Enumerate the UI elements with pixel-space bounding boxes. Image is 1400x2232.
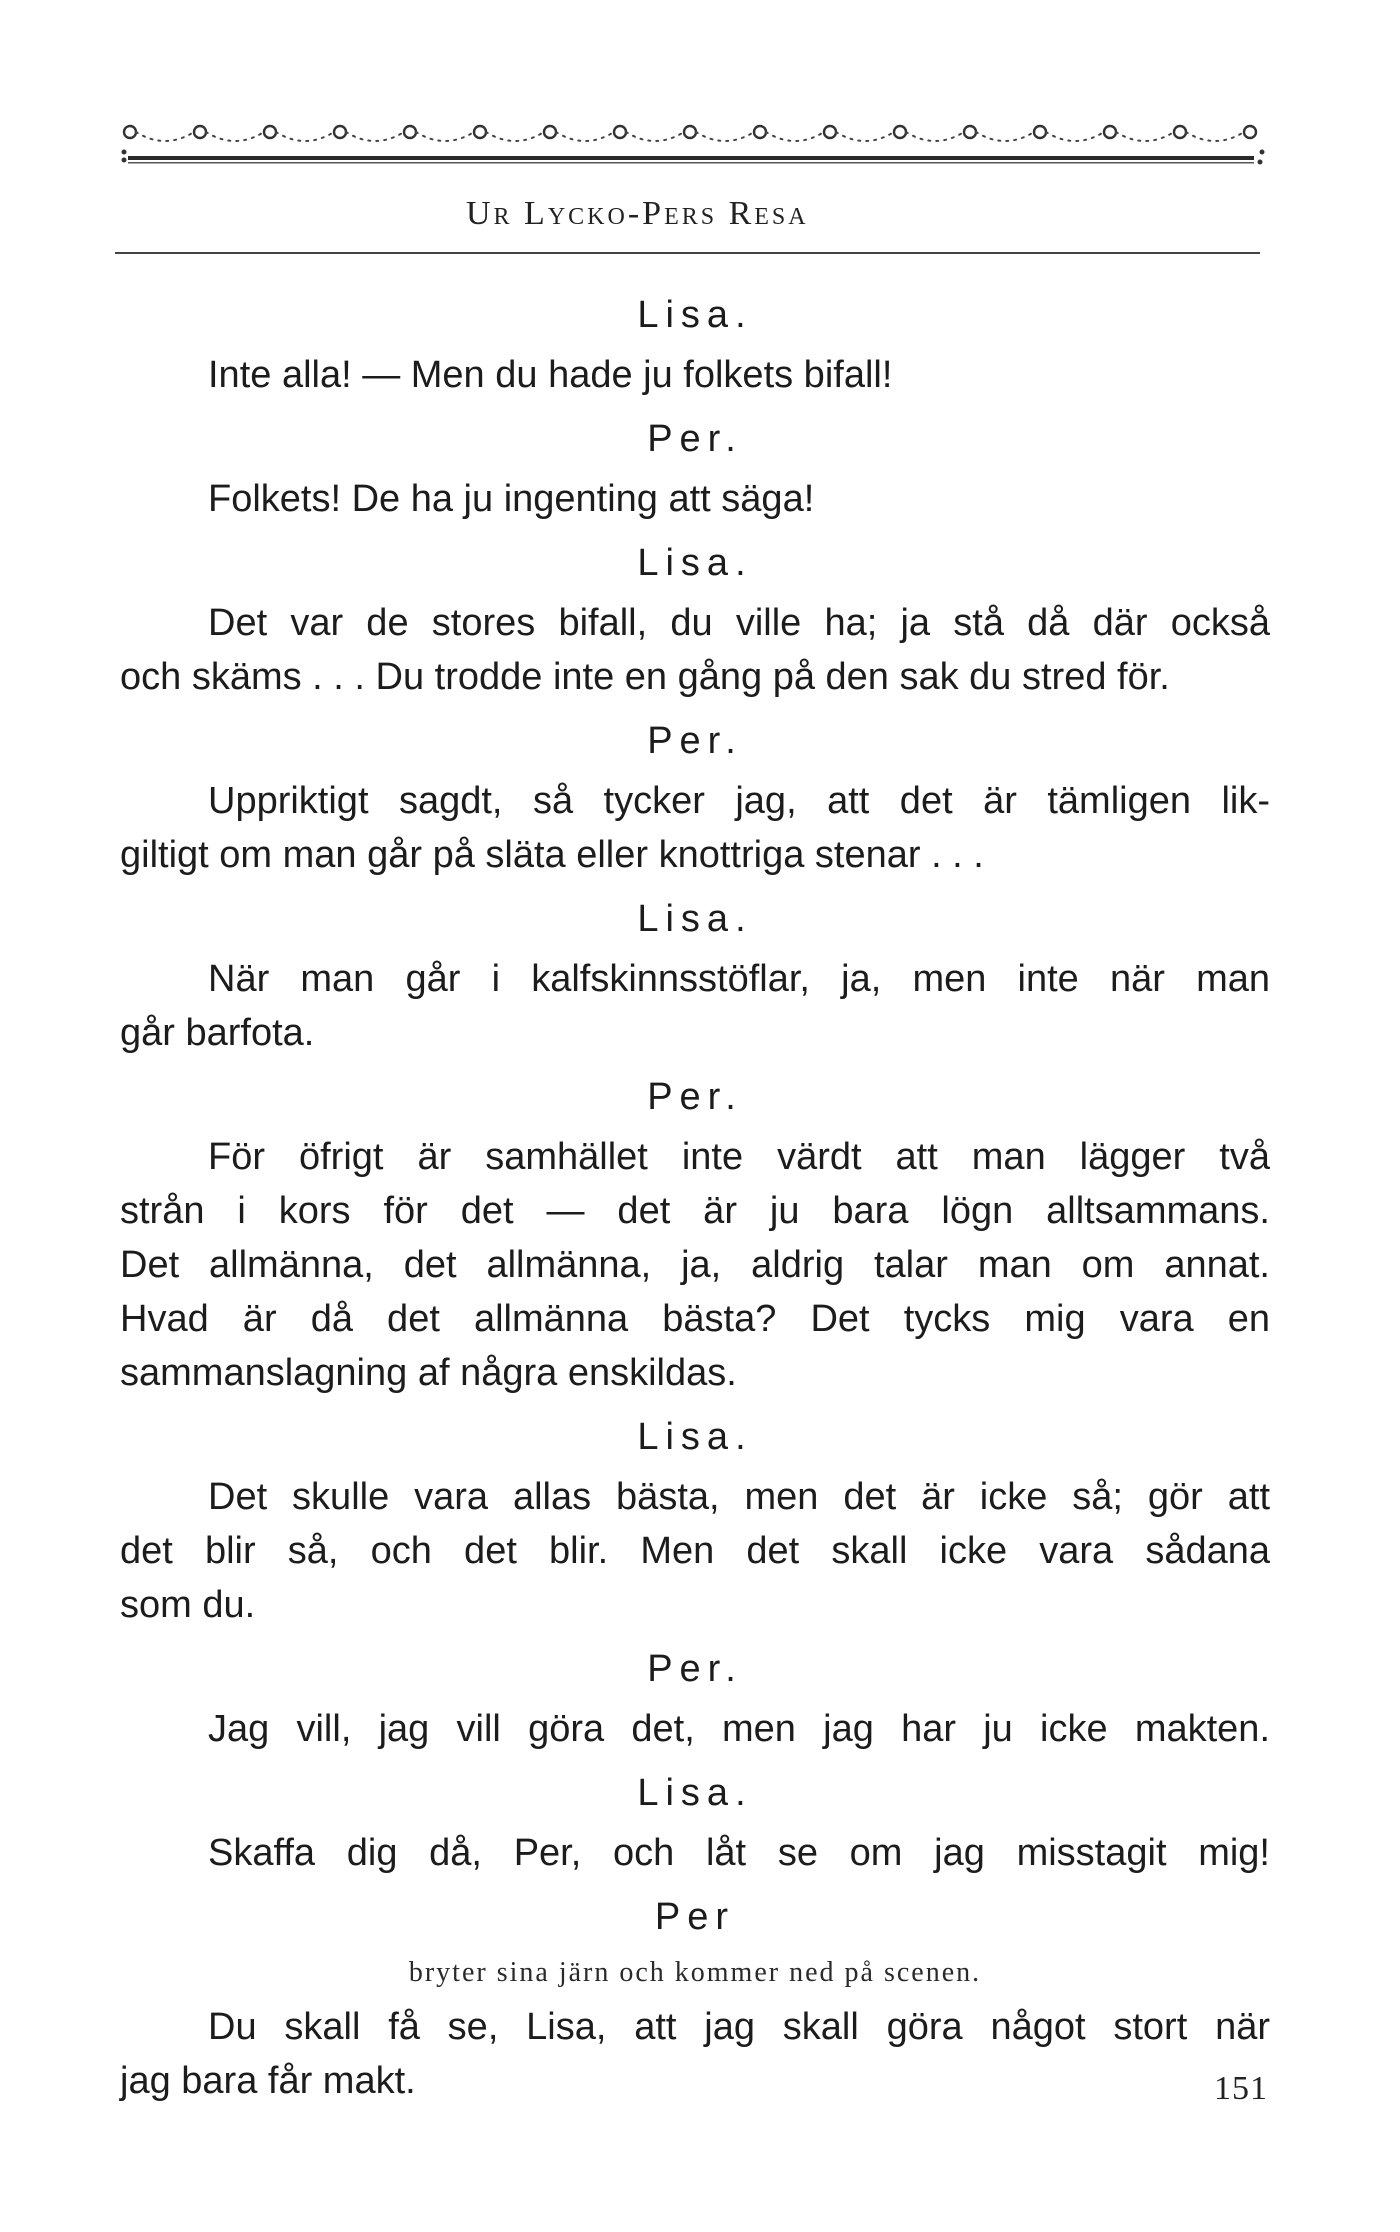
running-head-title: Ur Lycko-Pers Resa — [466, 195, 809, 232]
decorative-border-ornament — [120, 112, 1270, 172]
dialogue-line: giltigt om man går på släta eller knottriga stenar . . . — [120, 834, 984, 876]
dialogue-line: som du. — [120, 1584, 256, 1626]
dialogue-turn — [120, 892, 1270, 1060]
speaker-name: Per. — [647, 1648, 743, 1690]
dialogue-line: jag bara får makt. — [120, 2060, 416, 2102]
dialogue-line: Inte alla! — Men du hade ju folkets bifall! — [208, 354, 893, 396]
dialogue-line: sammanslagning af några enskildas. — [120, 1352, 737, 1394]
dialogue-line: Skaffa dig då, Per, och låt se om jag misstagit mig! — [208, 1832, 1270, 1874]
dialogue-turn — [120, 714, 1270, 882]
dialogue-turn — [120, 1070, 1270, 1400]
speaker-name: Lisa. — [637, 1772, 753, 1814]
speaker-name: Lisa. — [637, 294, 753, 336]
dialogue-turn — [120, 288, 1270, 402]
dialogue-turn — [120, 412, 1270, 526]
header-rule — [115, 252, 1260, 254]
dialogue-line: det blir så, och det blir. Men det skall icke vara sådana — [120, 1530, 1270, 1572]
dialogue-line: och skäms . . . Du trodde inte en gång på den sak du stred för. — [120, 656, 1170, 698]
speaker-name: Per. — [647, 720, 743, 762]
stage-direction: bryter sina järn och kommer ned på scenen. — [408, 1957, 982, 1988]
dialogue-turn — [120, 1766, 1270, 1880]
dialogue-line: Det skulle vara allas bästa, men det är icke så; gör att — [208, 1476, 1270, 1518]
speaker-name: Lisa. — [637, 542, 753, 584]
dialogue-line: För öfrigt är samhället inte värdt att man lägger två — [208, 1136, 1270, 1178]
dialogue-line: strån i kors för det — det är ju bara lögn alltsammans. — [120, 1190, 1270, 1232]
speaker-name: Per. — [647, 1076, 743, 1118]
speaker-name: Lisa. — [637, 1416, 753, 1458]
dialogue-line: Hvad är då det allmänna bästa? Det tycks mig vara en — [120, 1298, 1270, 1340]
dialogue-line: Uppriktigt sagdt, så tycker jag, att det är tämligen lik- — [208, 780, 1270, 822]
speaker-name: Per — [654, 1896, 736, 1938]
dialogue-turn — [120, 536, 1270, 704]
dialogue-line: Du skall få se, Lisa, att jag skall göra något stort när — [208, 2006, 1270, 2048]
dialogue-line: går barfota. — [120, 1012, 315, 1054]
speaker-name: Per. — [647, 418, 743, 460]
page-number: 151 — [1214, 2070, 1268, 2107]
dialogue-line: Det allmänna, det allmänna, ja, aldrig talar man om annat. — [120, 1244, 1270, 1286]
dialogue-body — [120, 288, 1270, 2118]
dialogue-turn — [120, 1642, 1270, 1756]
dialogue-line: När man går i kalfskinnsstöflar, ja, men inte när man — [208, 958, 1270, 1000]
dialogue-turn — [120, 1410, 1270, 1632]
dialogue-turn — [120, 1890, 1270, 2108]
dialogue-line: Folkets! De ha ju ingenting att säga! — [208, 478, 815, 520]
dialogue-line: Det var de stores bifall, du ville ha; ja stå då där också — [208, 602, 1270, 644]
speaker-name: Lisa. — [637, 898, 753, 940]
dialogue-line: Jag vill, jag vill göra det, men jag har ju icke makten. — [208, 1708, 1270, 1750]
